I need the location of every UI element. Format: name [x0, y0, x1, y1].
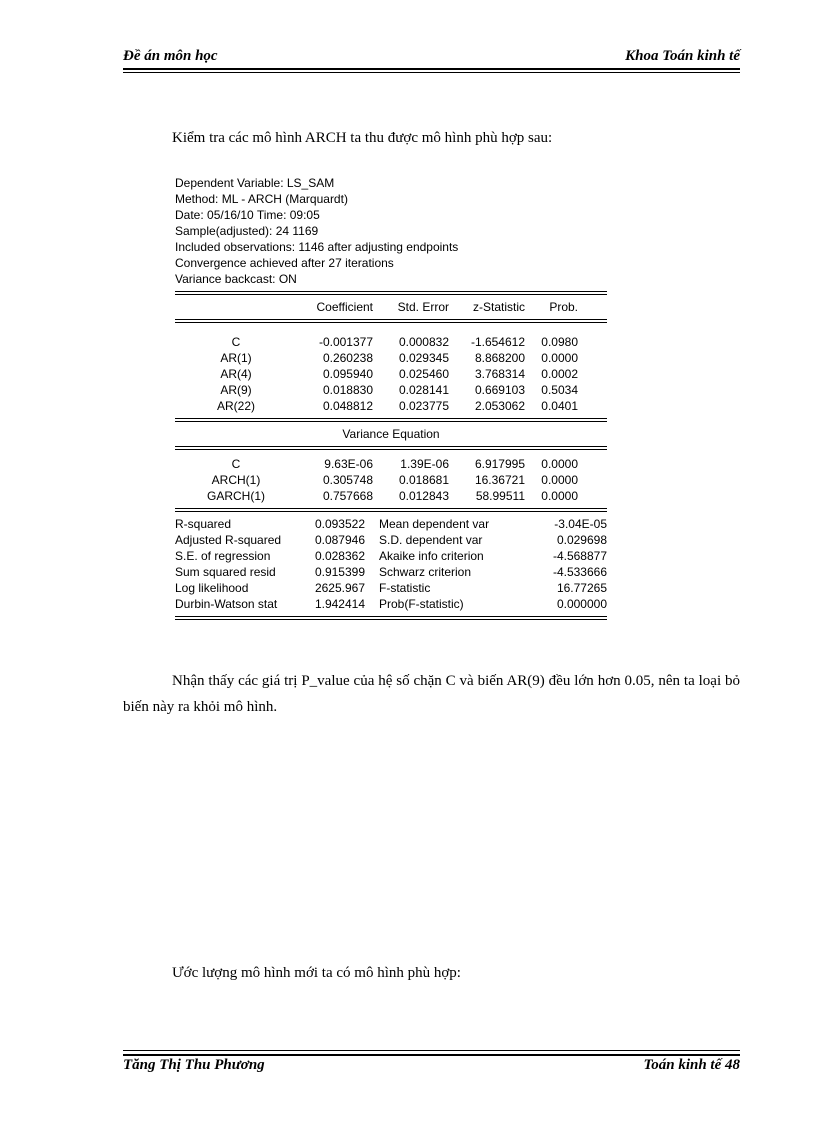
stat-value: 0.915399: [314, 565, 365, 579]
variance-row: [175, 488, 607, 504]
value-cell: 1.39E-06: [400, 457, 449, 471]
value-cell: 0.025460: [398, 367, 449, 381]
coef-header-row: [175, 299, 607, 315]
value-cell: 0.0002: [541, 367, 578, 381]
eviews-output: [175, 175, 607, 620]
value-cell: 0.000832: [398, 335, 449, 349]
value-cell: -1.654612: [470, 335, 525, 349]
stat-label: Adjusted R-squared: [175, 533, 282, 547]
value-cell: 0.023775: [398, 399, 449, 413]
stat-value: 0.028362: [314, 549, 365, 563]
value-cell: 0.0000: [541, 351, 578, 365]
stat-label: R-squared: [175, 517, 232, 531]
stat-value: 16.77265: [556, 581, 607, 595]
variance-row: [175, 472, 607, 488]
variable-name: ARCH(1): [211, 473, 261, 487]
rule: [175, 291, 607, 295]
coef-row: [175, 398, 607, 414]
value-cell: -0.001377: [318, 335, 373, 349]
col-header: Coefficient: [316, 300, 373, 314]
stat-value: 0.029698: [556, 533, 607, 547]
value-cell: 8.868200: [474, 351, 525, 365]
rule: [175, 616, 607, 620]
stat-row: [175, 516, 607, 532]
stat-label: F-statistic: [379, 581, 431, 595]
value-cell: 0.0000: [541, 489, 578, 503]
value-cell: 3.768314: [474, 367, 525, 381]
variable-name: AR(9): [220, 383, 252, 397]
variance-row: [175, 456, 607, 472]
info-line: Included observations: 1146 after adjusting endpoints: [175, 240, 459, 254]
value-cell: 0.029345: [398, 351, 449, 365]
value-cell: 9.63E-06: [324, 457, 373, 471]
col-header: Std. Error: [397, 300, 449, 314]
info-line: Method: ML - ARCH (Marquardt): [175, 192, 348, 206]
value-cell: 2.053062: [474, 399, 525, 413]
value-cell: 0.669103: [474, 383, 525, 397]
variable-name: GARCH(1): [206, 489, 265, 503]
stat-label: Akaike info criterion: [379, 549, 484, 563]
value-cell: 0.0980: [541, 335, 578, 349]
stat-row: [175, 548, 607, 564]
value-cell: 0.260238: [322, 351, 373, 365]
variable-name: AR(4): [220, 367, 252, 381]
stat-value: 0.000000: [556, 597, 607, 611]
value-cell: 6.917995: [474, 457, 525, 471]
col-header: z-Statistic: [472, 300, 525, 314]
value-cell: 0.0000: [541, 473, 578, 487]
coef-row: [175, 350, 607, 366]
variable-name: AR(1): [220, 351, 252, 365]
variance-equation-title: Variance Equation: [342, 427, 440, 441]
value-cell: 0.028141: [398, 383, 449, 397]
header-rule-thin: [123, 72, 740, 73]
rule: [175, 418, 607, 422]
stat-row: [175, 596, 607, 612]
footer-rule-thin: [123, 1050, 740, 1051]
info-line: Sample(adjusted): 24 1169: [175, 224, 319, 238]
value-cell: 0.0401: [541, 399, 578, 413]
stat-value: 0.087946: [314, 533, 365, 547]
footer-page: Toán kinh tế 48: [643, 1057, 740, 1073]
intro-paragraph: Kiểm tra các mô hình ARCH ta thu được mô hình phù hợp sau:: [172, 130, 553, 146]
value-cell: 0.757668: [322, 489, 373, 503]
footer-rule: [123, 1054, 740, 1056]
stat-label: S.E. of regression: [175, 549, 271, 563]
value-cell: 16.36721: [474, 473, 525, 487]
header-rule: [123, 68, 740, 70]
stat-label: Durbin-Watson stat: [175, 597, 278, 611]
stat-label: Schwarz criterion: [379, 565, 472, 579]
stat-label: Log likelihood: [175, 581, 249, 595]
stat-value: 2625.967: [314, 581, 365, 595]
value-cell: 0.5034: [541, 383, 578, 397]
stat-value: 1.942414: [314, 597, 365, 611]
value-cell: 0.018830: [322, 383, 373, 397]
variable-name: C: [231, 457, 241, 471]
mean-equation-rows: [175, 334, 607, 414]
stat-value: -3.04E-05: [554, 517, 607, 531]
variable-name: AR(22): [216, 399, 255, 413]
value-cell: 0.048812: [322, 399, 373, 413]
stat-label: Mean dependent var: [379, 517, 490, 531]
value-cell: 0.305748: [322, 473, 373, 487]
summary-statistics: [175, 516, 607, 612]
value-cell: 58.99511: [475, 489, 525, 503]
footer-author: Tăng Thị Thu Phương: [123, 1057, 265, 1073]
stat-value: -4.533666: [552, 565, 607, 579]
coef-row: [175, 366, 607, 382]
stat-label: Prob(F-statistic): [379, 597, 464, 611]
value-cell: 0.095940: [322, 367, 373, 381]
stat-row: [175, 580, 607, 596]
observation-paragraph: [123, 668, 740, 720]
variance-equation-rows: [175, 456, 607, 504]
header-left: Đề án môn học: [123, 48, 218, 64]
stat-row: [175, 564, 607, 580]
stat-label: S.D. dependent var: [379, 533, 483, 547]
coef-row: [175, 382, 607, 398]
stat-value: 0.093522: [314, 517, 365, 531]
col-header: Prob.: [549, 300, 578, 314]
next-paragraph: Ước lượng mô hình mới ta có mô hình phù hợp:: [172, 965, 461, 981]
value-cell: 0.018681: [398, 473, 449, 487]
info-line: Variance backcast: ON: [175, 272, 297, 286]
variable-name: C: [231, 335, 241, 349]
stat-label: Sum squared resid: [175, 565, 276, 579]
observation-text: Nhận thấy các giá trị P_value của hệ số chặn C và biến AR(9) đều lớn hơn 0.05, nên ta loại bỏ biến này ra khỏi mô hình.: [123, 673, 740, 715]
stat-row: [175, 532, 607, 548]
col-header: [175, 299, 297, 315]
value-cell: 0.012843: [398, 489, 449, 503]
estimation-info: [175, 175, 607, 287]
value-cell: 0.0000: [541, 457, 578, 471]
info-line: Dependent Variable: LS_SAM: [175, 176, 335, 190]
info-line: Date: 05/16/10 Time: 09:05: [175, 208, 320, 222]
coef-row: [175, 334, 607, 350]
stat-value: -4.568877: [552, 549, 607, 563]
header-right: Khoa Toán kinh tế: [625, 48, 740, 64]
info-line: Convergence achieved after 27 iterations: [175, 256, 394, 270]
